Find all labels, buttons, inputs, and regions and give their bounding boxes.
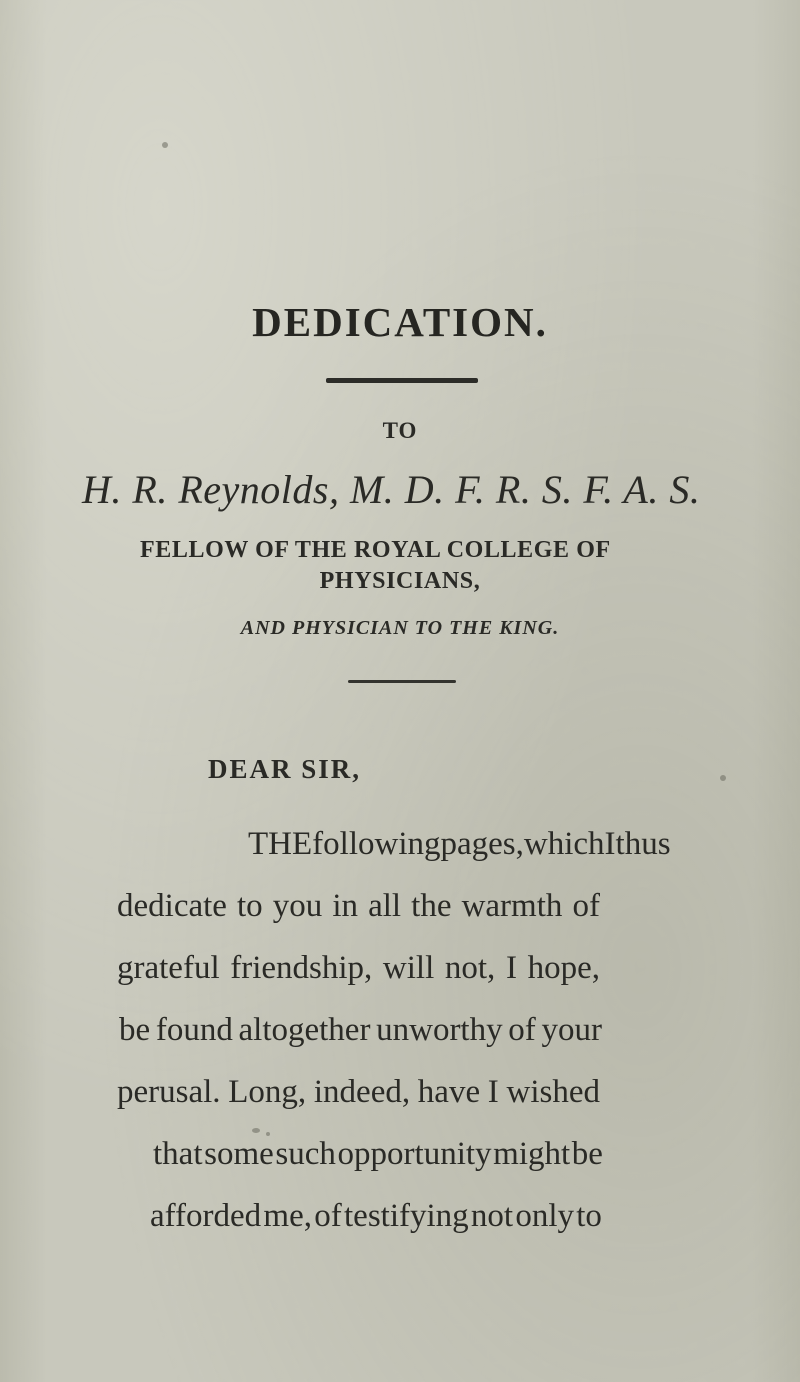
dedicatee-title-line-2: PHYSICIANS, xyxy=(319,568,481,594)
body-line: THE following pages, which I thus xyxy=(248,826,671,862)
paper-speck xyxy=(266,1132,270,1136)
section-rule xyxy=(348,680,456,683)
body-line: afforded me, of testifying not only to xyxy=(150,1198,602,1234)
paper-speck xyxy=(162,142,168,148)
dedicatee-title-line-3: AND PHYSICIAN TO THE KING. xyxy=(240,617,560,639)
body-line: grateful friendship, will not, I hope, xyxy=(117,950,600,986)
dedicatee-name: H. R. Reynolds, M. D. F. R. S. F. A. S. xyxy=(82,467,701,512)
title-rule xyxy=(326,378,478,383)
body-line: be found altogether unworthy of your xyxy=(119,1012,602,1048)
dedicatee-title-line-1: FELLOW OF THE ROYAL COLLEGE OF xyxy=(140,537,611,563)
paper-speck xyxy=(252,1128,260,1133)
salutation: DEAR SIR, xyxy=(208,754,362,784)
paper-speck xyxy=(720,775,726,781)
body-line: dedicate to you in all the warmth of xyxy=(117,888,600,924)
page-title: DEDICATION. xyxy=(252,299,548,345)
body-line: perusal. Long, indeed, have I wished xyxy=(117,1074,600,1110)
dedication-to: TO xyxy=(382,418,418,443)
body-line: that some such opportunity might be xyxy=(153,1136,603,1172)
